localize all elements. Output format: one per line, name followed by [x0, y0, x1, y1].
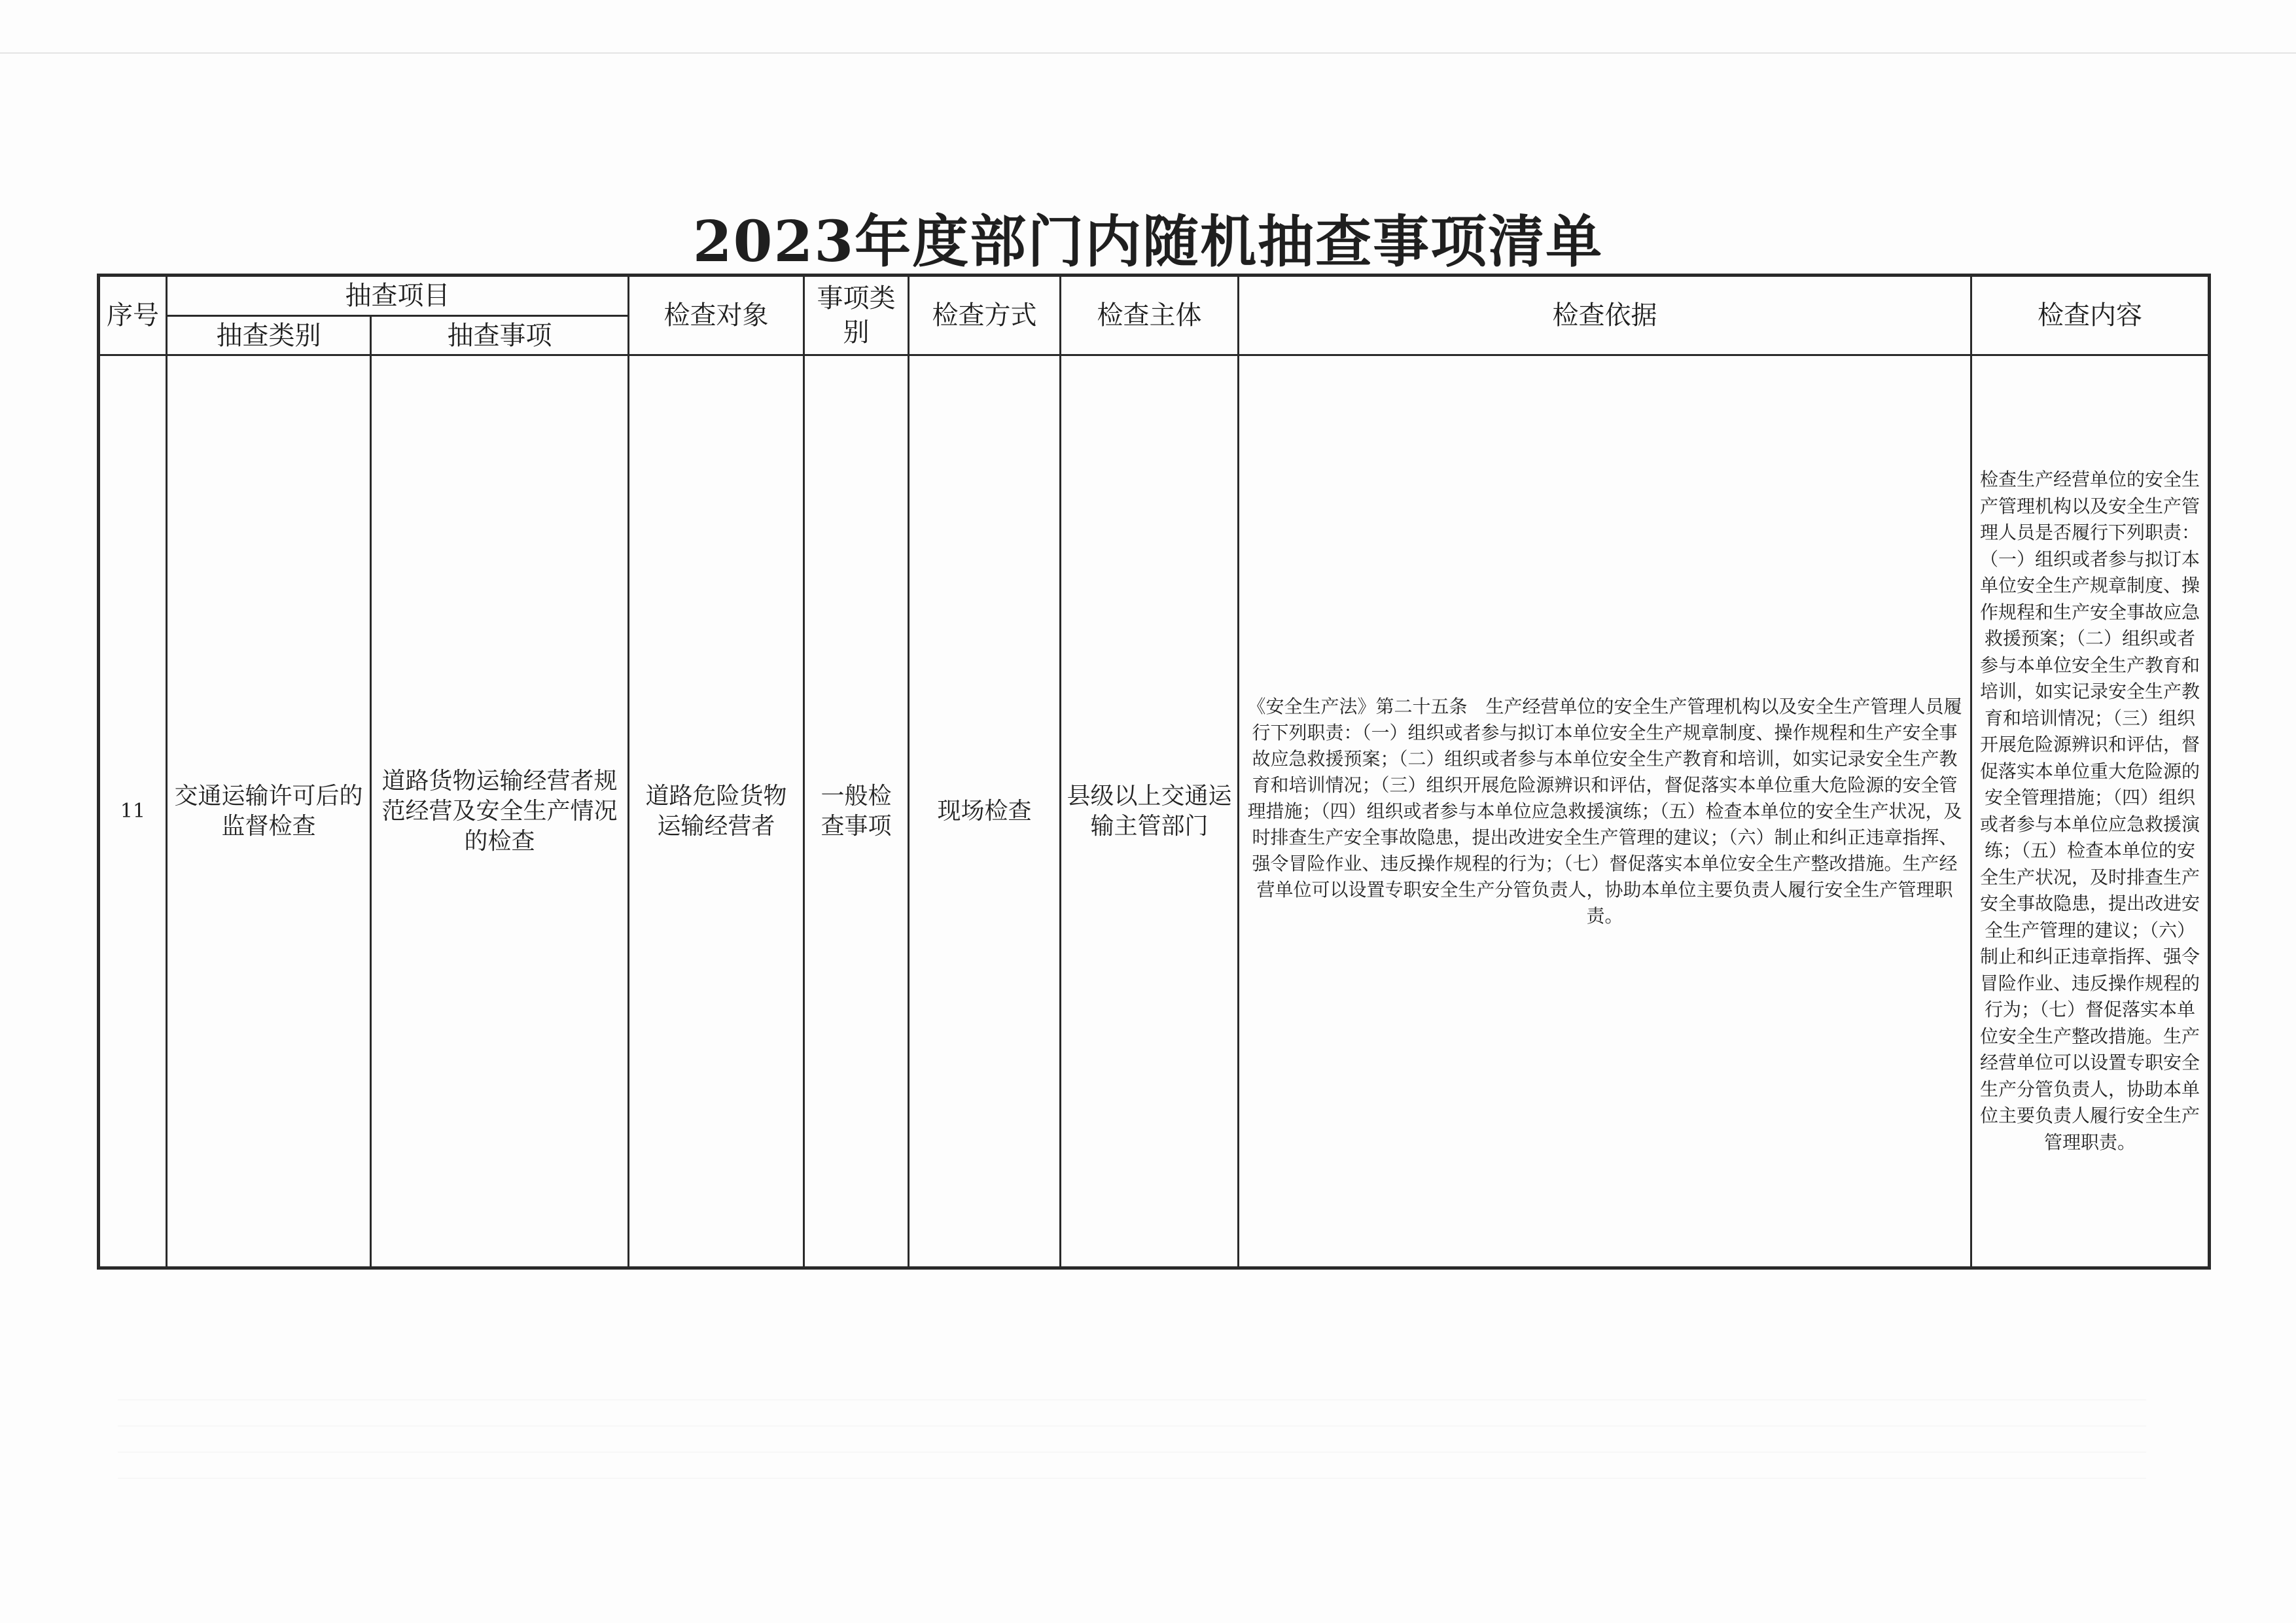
- header-item-type: 事项类别: [804, 276, 909, 355]
- bleed-through-texture: [118, 1374, 2146, 1479]
- scan-edge-line: [0, 52, 2296, 54]
- header-subject: 检查主体: [1061, 276, 1239, 355]
- row-subject: 县级以上交通运输主管部门: [1061, 355, 1239, 1268]
- row-item-type: 一般检查事项: [804, 355, 909, 1268]
- row-category: 交通运输许可后的监督检查: [167, 355, 371, 1268]
- header-target: 检查对象: [629, 276, 804, 355]
- header-content: 检查内容: [1971, 276, 2210, 355]
- header-category: 抽查类别: [167, 316, 371, 355]
- row-target: 道路危险货物运输经营者: [629, 355, 804, 1268]
- header-seq: 序号: [99, 276, 167, 355]
- header-method: 检查方式: [909, 276, 1061, 355]
- row-seq: 11: [99, 355, 167, 1268]
- document-title: 2023年度部门内随机抽查事项清单: [692, 209, 1604, 275]
- header-item: 抽查事项: [371, 316, 629, 355]
- inspection-table: [97, 274, 2211, 1270]
- header-basis: 检查依据: [1239, 276, 1971, 355]
- row-content: 检查生产经营单位的安全生产管理机构以及安全生产管理人员是否履行下列职责：（一）组织或者参与拟订本单位安全生产规章制度、操作规程和生产安全事故应急救援预案；（二）组织或者参与本单位安全生产教育和培训，如实记录安全生产教育和培训情况；（三）组织开展危险源辨识和评估，督促落实本单位重大危险源的安全管理措施；（四）组织或者参与本单位应急救援演练；（五）检查本单位的安全生产状况，及时排查生产安全事故隐患，提出改进安全生产管理的建议；（六）制止和纠正违章指挥、强令冒险作业、违反操作规程的行为；（七）督促落实本单位安全生产整改措施。生产经营单位可以设置专职安全生产分管负责人，协助本单位主要负责人履行安全生产管理职责。: [1971, 355, 2210, 1268]
- header-item-group: 抽查项目: [167, 276, 629, 316]
- table-row: [99, 355, 2210, 1268]
- row-method: 现场检查: [909, 355, 1061, 1268]
- row-item: 道路货物运输经营者规范经营及安全生产情况的检查: [371, 355, 629, 1268]
- row-basis: 《安全生产法》第二十五条 生产经营单位的安全生产管理机构以及安全生产管理人员履行下列职责：（一）组织或者参与拟订本单位安全生产规章制度、操作规程和生产安全事故应急救援预案；（二）组织或者参与本单位安全生产教育和培训，如实记录安全生产教育和培训情况；（三）组织开展危险源辨识和评估，督促落实本单位重大危险源的安全管理措施；（四）组织或者参与本单位应急救援演练；（五）检查本单位的安全生产状况，及时排查生产安全事故隐患，提出改进安全生产管理的建议；（六）制止和纠正违章指挥、强令冒险作业、违反操作规程的行为；（七）督促落实本单位安全生产整改措施。生产经营单位可以设置专职安全生产分管负责人，协助本单位主要负责人履行安全生产管理职责。: [1239, 355, 1971, 1268]
